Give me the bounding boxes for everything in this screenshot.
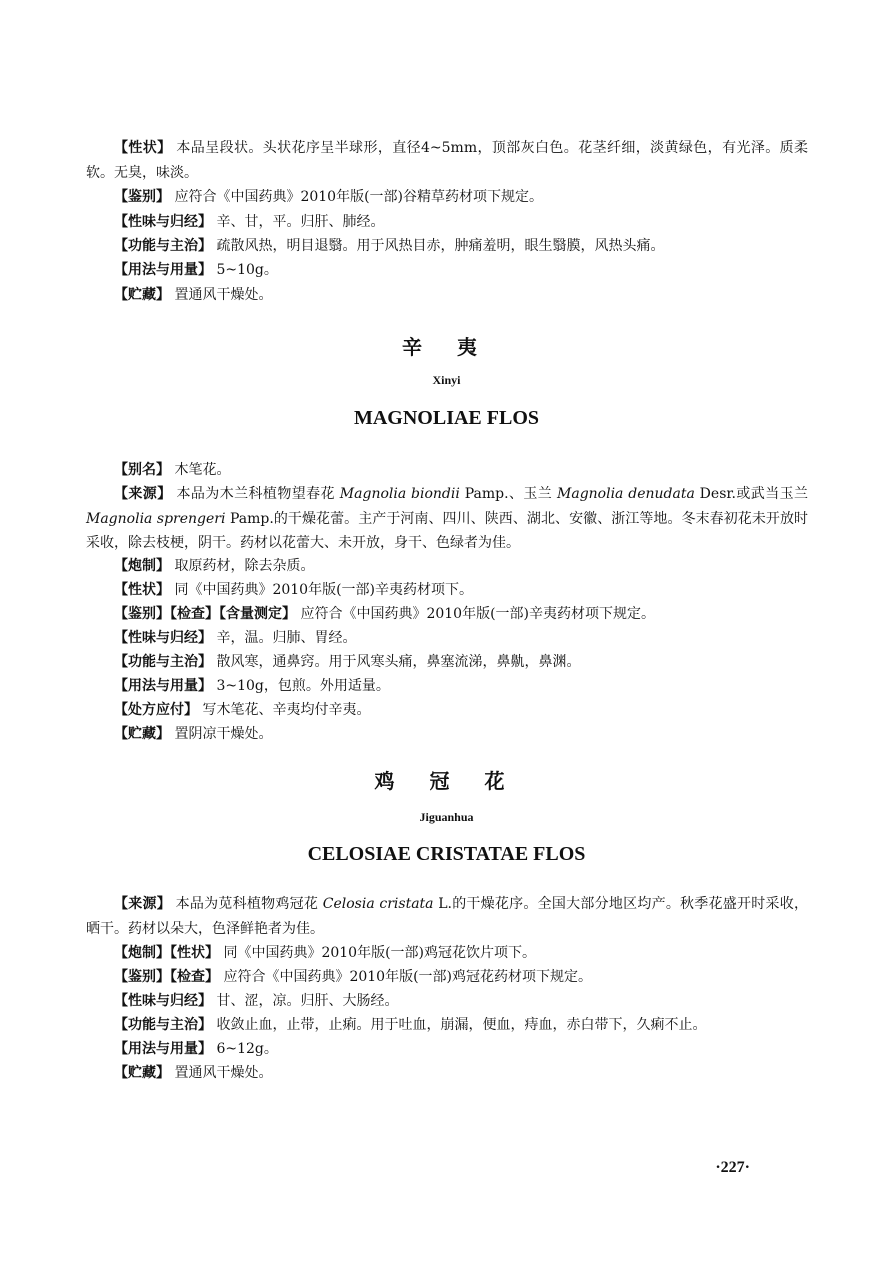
entry-xingzhuang: 【性状】 同《中国药典》2010年版(一部)辛夷药材项下。: [114, 582, 474, 598]
species-name: Celosia cristata: [322, 896, 434, 912]
entry-chufang: 【处方应付】 写木笔花、辛夷均付辛夷。: [114, 702, 371, 718]
species-name: Magnolia biondii: [339, 486, 460, 502]
entry-jianbie-jiancha: 【鉴别】【检查】 应符合《中国药典》2010年版(一部)鸡冠花药材项下规定。: [114, 969, 593, 985]
species-name: Magnolia denudata: [557, 486, 695, 502]
section-title-latin: MAGNOLIAE FLOS: [353, 407, 540, 429]
species-name: Magnolia sprengeri: [86, 510, 226, 527]
entry-gongneng: 【功能与主治】 收敛止血，止带，止痢。用于吐血，崩漏，便血，痔血，赤白带下，久痢不止。: [114, 1017, 707, 1033]
entry-xingzhuang: 【性状】 本品呈段状。头状花序呈半球形，直径4~5mm，顶部灰白色。花茎纤细，淡黄绿色，有光泽。质柔软。无臭，味淡。: [86, 140, 809, 181]
section-title-pinyin: Jiguanhua: [419, 810, 474, 824]
section-title-latin: CELOSIAE CRISTATAE FLOS: [307, 843, 586, 865]
section-title-pinyin: Xinyi: [432, 373, 461, 387]
entry-jianbie-jiancha: 【鉴别】【检查】【含量测定】 应符合《中国药典》2010年版(一部)辛夷药材项下规定。: [114, 606, 656, 622]
entry-laiyuan: 【来源】 本品为木兰科植物望春花 Magnolia biondii Pamp.、玉兰 Magnolia denudata Desr.或武当玉兰 Magnolia sprengeri Pamp.的干燥花蕾。主产于河南、四川、陕西、湖北、安徽、浙江等地。冬末春初花未开放时采收，除去枝梗，阴干。药材以花蕾大、未开放，身干、色绿者为佳。: [86, 486, 809, 551]
entry-zhucang: 【贮藏】 置阴凉干燥处。: [114, 726, 273, 742]
entry-gongneng: 【功能与主治】 疏散风热，明目退翳。用于风热目赤，肿痛羞明，眼生翳膜，风热头痛。: [114, 238, 665, 254]
entry-xingwei: 【性味与归经】 辛、甘，平。归肝、肺经。: [114, 214, 385, 230]
entry-jianbie: 【鉴别】 应符合《中国药典》2010年版(一部)谷精草药材项下规定。: [114, 189, 544, 205]
entry-gongneng: 【功能与主治】 散风寒，通鼻窍。用于风寒头痛，鼻塞流涕，鼻鼽，鼻渊。: [114, 654, 581, 670]
entry-xingwei: 【性味与归经】 辛，温。归肺、胃经。: [114, 630, 357, 646]
entry-zhucang: 【贮藏】 置通风干燥处。: [114, 287, 273, 303]
entry-xingwei: 【性味与归经】 甘、涩，凉。归肝、大肠经。: [114, 993, 399, 1009]
entry-paozhi: 【炮制】 取原药材，除去杂质。: [114, 558, 315, 574]
entry-yongfa: 【用法与用量】 6~12g。: [114, 1041, 278, 1057]
page-number: ·227·: [715, 1159, 750, 1176]
entry-bieming: 【别名】 木笔花。: [114, 462, 231, 478]
section-title-chinese: 鸡 冠 花: [374, 769, 519, 793]
entry-yongfa: 【用法与用量】 3~10g，包煎。外用适量。: [114, 678, 390, 694]
entry-zhucang: 【贮藏】 置通风干燥处。: [114, 1065, 273, 1081]
section-title-chinese: 辛 夷: [402, 335, 491, 359]
entry-yongfa: 【用法与用量】 5~10g。: [114, 262, 278, 278]
entry-paozhi-xingzhuang: 【炮制】【性状】 同《中国药典》2010年版(一部)鸡冠花饮片项下。: [114, 945, 537, 961]
entry-laiyuan: 【来源】 本品为苋科植物鸡冠花 Celosia cristata L.的干燥花序。全国大部分地区均产。秋季花盛开时采收，晒干。药材以朵大，色泽鲜艳者为佳。: [86, 896, 808, 937]
